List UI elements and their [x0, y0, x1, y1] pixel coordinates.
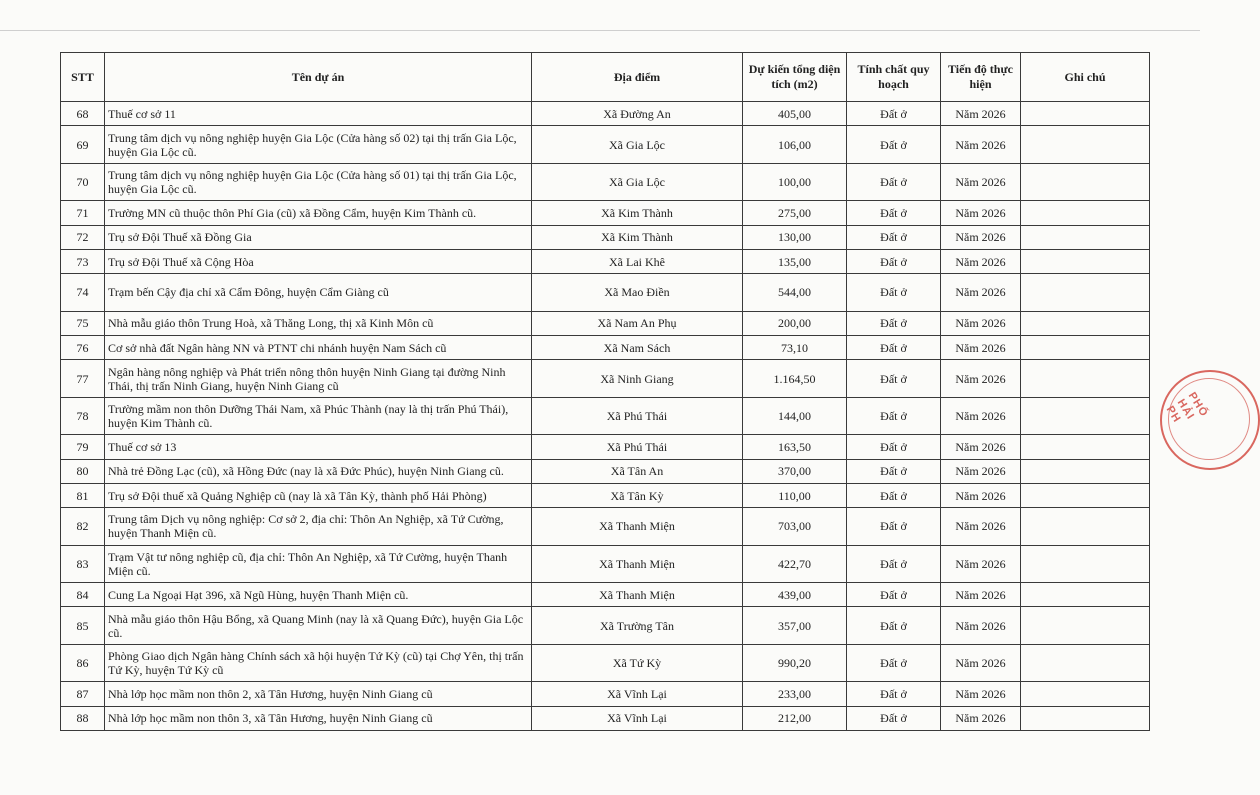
- table-row: [61, 201, 1150, 225]
- table-row: [61, 335, 1150, 359]
- cell-stt: 80: [61, 459, 105, 483]
- cell-place: Xã Phú Thái: [532, 397, 743, 435]
- table-row: [61, 545, 1150, 583]
- cell-place: Xã Thanh Miện: [532, 583, 743, 607]
- cell-place: Xã Nam An Phụ: [532, 311, 743, 335]
- cell-place: Xã Tân Kỳ: [532, 483, 743, 507]
- cell-place: Xã Tứ Kỳ: [532, 644, 743, 682]
- cell-area: 422,70: [743, 545, 847, 583]
- table-header-row: [61, 53, 1150, 102]
- cell-stt: 88: [61, 706, 105, 730]
- cell-type: Đất ở: [847, 397, 941, 435]
- cell-note: [1021, 583, 1150, 607]
- cell-place: Xã Tân An: [532, 459, 743, 483]
- table-row: [61, 644, 1150, 682]
- cell-name: Trụ sở Đội thuế xã Quảng Nghiệp cũ (nay là xã Tân Kỳ, thành phố Hải Phòng): [105, 483, 532, 507]
- cell-progress: Năm 2026: [941, 225, 1021, 249]
- cell-stt: 76: [61, 335, 105, 359]
- cell-stt: 83: [61, 545, 105, 583]
- cell-progress: Năm 2026: [941, 126, 1021, 164]
- cell-note: [1021, 682, 1150, 706]
- table-row: [61, 397, 1150, 435]
- cell-place: Xã Trường Tân: [532, 607, 743, 645]
- cell-progress: Năm 2026: [941, 545, 1021, 583]
- cell-place: Xã Vĩnh Lại: [532, 706, 743, 730]
- cell-name: Trung tâm Dịch vụ nông nghiệp: Cơ sở 2, địa chỉ: Thôn An Nghiệp, xã Tứ Cường, huyện Thanh Miện cũ.: [105, 508, 532, 546]
- table-row: [61, 459, 1150, 483]
- cell-note: [1021, 225, 1150, 249]
- cell-area: 135,00: [743, 249, 847, 273]
- table-row: [61, 360, 1150, 398]
- cell-note: [1021, 102, 1150, 126]
- cell-note: [1021, 397, 1150, 435]
- cell-type: Đất ở: [847, 706, 941, 730]
- table-row: [61, 225, 1150, 249]
- cell-stt: 77: [61, 360, 105, 398]
- cell-area: 405,00: [743, 102, 847, 126]
- table-row: [61, 682, 1150, 706]
- cell-progress: Năm 2026: [941, 607, 1021, 645]
- cell-note: [1021, 607, 1150, 645]
- cell-progress: Năm 2026: [941, 360, 1021, 398]
- cell-name: Thuế cơ sở 11: [105, 102, 532, 126]
- cell-place: Xã Thanh Miện: [532, 545, 743, 583]
- cell-place: Xã Kim Thành: [532, 225, 743, 249]
- cell-stt: 69: [61, 126, 105, 164]
- cell-area: 439,00: [743, 583, 847, 607]
- cell-place: Xã Vĩnh Lại: [532, 682, 743, 706]
- header-place: Địa điểm: [532, 53, 743, 102]
- cell-type: Đất ở: [847, 335, 941, 359]
- cell-area: 990,20: [743, 644, 847, 682]
- cell-note: [1021, 459, 1150, 483]
- cell-stt: 86: [61, 644, 105, 682]
- cell-stt: 84: [61, 583, 105, 607]
- cell-place: Xã Kim Thành: [532, 201, 743, 225]
- cell-name: Cung La Ngoại Hạt 396, xã Ngũ Hùng, huyện Thanh Miện cũ.: [105, 583, 532, 607]
- cell-place: Xã Đường An: [532, 102, 743, 126]
- cell-progress: Năm 2026: [941, 508, 1021, 546]
- cell-stt: 78: [61, 397, 105, 435]
- cell-progress: Năm 2026: [941, 706, 1021, 730]
- cell-area: 1.164,50: [743, 360, 847, 398]
- cell-type: Đất ở: [847, 682, 941, 706]
- cell-stt: 75: [61, 311, 105, 335]
- cell-note: [1021, 545, 1150, 583]
- cell-stt: 70: [61, 163, 105, 201]
- cell-type: Đất ở: [847, 583, 941, 607]
- cell-note: [1021, 249, 1150, 273]
- cell-area: 544,00: [743, 274, 847, 312]
- cell-type: Đất ở: [847, 102, 941, 126]
- cell-note: [1021, 706, 1150, 730]
- table-row: [61, 163, 1150, 201]
- cell-progress: Năm 2026: [941, 459, 1021, 483]
- cell-type: Đất ở: [847, 201, 941, 225]
- cell-name: Nhà mẫu giáo thôn Trung Hoà, xã Thăng Long, thị xã Kinh Môn cũ: [105, 311, 532, 335]
- cell-area: 110,00: [743, 483, 847, 507]
- table-row: [61, 274, 1150, 312]
- cell-place: Xã Thanh Miện: [532, 508, 743, 546]
- cell-note: [1021, 644, 1150, 682]
- cell-area: 163,50: [743, 435, 847, 459]
- cell-name: Trụ sở Đội Thuế xã Đồng Gia: [105, 225, 532, 249]
- page-top-rule: [0, 30, 1200, 31]
- cell-progress: Năm 2026: [941, 435, 1021, 459]
- cell-type: Đất ở: [847, 435, 941, 459]
- cell-type: Đất ở: [847, 249, 941, 273]
- cell-type: Đất ở: [847, 225, 941, 249]
- cell-note: [1021, 360, 1150, 398]
- project-table: [60, 52, 1150, 731]
- cell-name: Nhà mẫu giáo thôn Hậu Bổng, xã Quang Minh (nay là xã Quang Đức), huyện Gia Lộc cũ.: [105, 607, 532, 645]
- cell-type: Đất ở: [847, 274, 941, 312]
- cell-name: Nhà lớp học mầm non thôn 3, xã Tân Hương, huyện Ninh Giang cũ: [105, 706, 532, 730]
- cell-stt: 72: [61, 225, 105, 249]
- cell-progress: Năm 2026: [941, 397, 1021, 435]
- table-row: [61, 483, 1150, 507]
- cell-note: [1021, 508, 1150, 546]
- cell-name: Cơ sở nhà đất Ngân hàng NN và PTNT chi nhánh huyện Nam Sách cũ: [105, 335, 532, 359]
- cell-progress: Năm 2026: [941, 163, 1021, 201]
- cell-progress: Năm 2026: [941, 311, 1021, 335]
- cell-area: 144,00: [743, 397, 847, 435]
- cell-area: 275,00: [743, 201, 847, 225]
- cell-name: Trường MN cũ thuộc thôn Phí Gia (cũ) xã Đồng Cẩm, huyện Kim Thành cũ.: [105, 201, 532, 225]
- header-stt: STT: [61, 53, 105, 102]
- cell-area: 200,00: [743, 311, 847, 335]
- cell-progress: Năm 2026: [941, 335, 1021, 359]
- cell-area: 130,00: [743, 225, 847, 249]
- table-row: [61, 126, 1150, 164]
- cell-area: 100,00: [743, 163, 847, 201]
- cell-type: Đất ở: [847, 126, 941, 164]
- cell-name: Trạm bến Cậy địa chỉ xã Cẩm Đông, huyện Cẩm Giàng cũ: [105, 274, 532, 312]
- cell-name: Trạm Vật tư nông nghiệp cũ, địa chỉ: Thôn An Nghiệp, xã Tứ Cường, huyện Thanh Miện cũ.: [105, 545, 532, 583]
- cell-name: Nhà lớp học mầm non thôn 2, xã Tân Hương, huyện Ninh Giang cũ: [105, 682, 532, 706]
- header-area: Dự kiến tổng diện tích (m2): [743, 53, 847, 102]
- cell-area: 233,00: [743, 682, 847, 706]
- cell-stt: 85: [61, 607, 105, 645]
- header-note: Ghi chú: [1021, 53, 1150, 102]
- cell-name: Trường mầm non thôn Dưỡng Thái Nam, xã Phúc Thành (nay là thị trấn Phú Thái), huyện Kim Thành cũ.: [105, 397, 532, 435]
- cell-type: Đất ở: [847, 545, 941, 583]
- cell-note: [1021, 126, 1150, 164]
- cell-stt: 68: [61, 102, 105, 126]
- cell-type: Đất ở: [847, 508, 941, 546]
- seal-text: PHỐ HẢI PH: [1163, 390, 1211, 425]
- cell-place: Xã Lai Khê: [532, 249, 743, 273]
- cell-name: Trung tâm dịch vụ nông nghiệp huyện Gia Lộc (Cửa hàng số 01) tại thị trấn Gia Lộc, huyện Gia Lộc cũ.: [105, 163, 532, 201]
- cell-note: [1021, 483, 1150, 507]
- cell-note: [1021, 274, 1150, 312]
- cell-stt: 71: [61, 201, 105, 225]
- header-progress: Tiến độ thực hiện: [941, 53, 1021, 102]
- cell-stt: 79: [61, 435, 105, 459]
- cell-place: Xã Gia Lộc: [532, 163, 743, 201]
- cell-place: Xã Nam Sách: [532, 335, 743, 359]
- table-row: [61, 706, 1150, 730]
- cell-place: Xã Ninh Giang: [532, 360, 743, 398]
- cell-progress: Năm 2026: [941, 201, 1021, 225]
- cell-note: [1021, 163, 1150, 201]
- cell-place: Xã Phú Thái: [532, 435, 743, 459]
- table-row: [61, 583, 1150, 607]
- cell-progress: Năm 2026: [941, 483, 1021, 507]
- cell-area: 106,00: [743, 126, 847, 164]
- table-row: [61, 435, 1150, 459]
- table-row: [61, 102, 1150, 126]
- cell-stt: 81: [61, 483, 105, 507]
- cell-progress: Năm 2026: [941, 274, 1021, 312]
- cell-stt: 74: [61, 274, 105, 312]
- cell-note: [1021, 335, 1150, 359]
- cell-name: Ngân hàng nông nghiệp và Phát triển nông thôn huyện Ninh Giang tại đường Ninh Thái, thị trấn Ninh Giang, huyện Ninh Giang cũ: [105, 360, 532, 398]
- cell-name: Trụ sở Đội Thuế xã Cộng Hòa: [105, 249, 532, 273]
- cell-stt: 82: [61, 508, 105, 546]
- cell-progress: Năm 2026: [941, 102, 1021, 126]
- cell-area: 212,00: [743, 706, 847, 730]
- cell-name: Phòng Giao dịch Ngân hàng Chính sách xã hội huyện Tứ Kỳ (cũ) tại Chợ Yên, thị trấn Tứ Kỳ, huyện Tứ Kỳ cũ: [105, 644, 532, 682]
- cell-name: Trung tâm dịch vụ nông nghiệp huyện Gia Lộc (Cửa hàng số 02) tại thị trấn Gia Lộc, huyện Gia Lộc cũ.: [105, 126, 532, 164]
- cell-name: Nhà trẻ Đồng Lạc (cũ), xã Hồng Đức (nay là xã Đức Phúc), huyện Ninh Giang cũ.: [105, 459, 532, 483]
- cell-progress: Năm 2026: [941, 249, 1021, 273]
- cell-area: 370,00: [743, 459, 847, 483]
- cell-type: Đất ở: [847, 360, 941, 398]
- header-name: Tên dự án: [105, 53, 532, 102]
- cell-place: Xã Mao Điền: [532, 274, 743, 312]
- table-row: [61, 249, 1150, 273]
- official-seal: [1160, 370, 1260, 470]
- cell-area: 703,00: [743, 508, 847, 546]
- cell-type: Đất ở: [847, 607, 941, 645]
- table-row: [61, 607, 1150, 645]
- table-body: [61, 102, 1150, 731]
- cell-area: 357,00: [743, 607, 847, 645]
- cell-place: Xã Gia Lộc: [532, 126, 743, 164]
- cell-note: [1021, 435, 1150, 459]
- cell-name: Thuế cơ sở 13: [105, 435, 532, 459]
- cell-progress: Năm 2026: [941, 583, 1021, 607]
- cell-progress: Năm 2026: [941, 644, 1021, 682]
- cell-area: 73,10: [743, 335, 847, 359]
- cell-note: [1021, 311, 1150, 335]
- table-row: [61, 508, 1150, 546]
- cell-type: Đất ở: [847, 311, 941, 335]
- table-row: [61, 311, 1150, 335]
- cell-progress: Năm 2026: [941, 682, 1021, 706]
- cell-type: Đất ở: [847, 483, 941, 507]
- cell-type: Đất ở: [847, 459, 941, 483]
- cell-stt: 73: [61, 249, 105, 273]
- cell-type: Đất ở: [847, 644, 941, 682]
- cell-note: [1021, 201, 1150, 225]
- header-type: Tính chất quy hoạch: [847, 53, 941, 102]
- cell-type: Đất ở: [847, 163, 941, 201]
- cell-stt: 87: [61, 682, 105, 706]
